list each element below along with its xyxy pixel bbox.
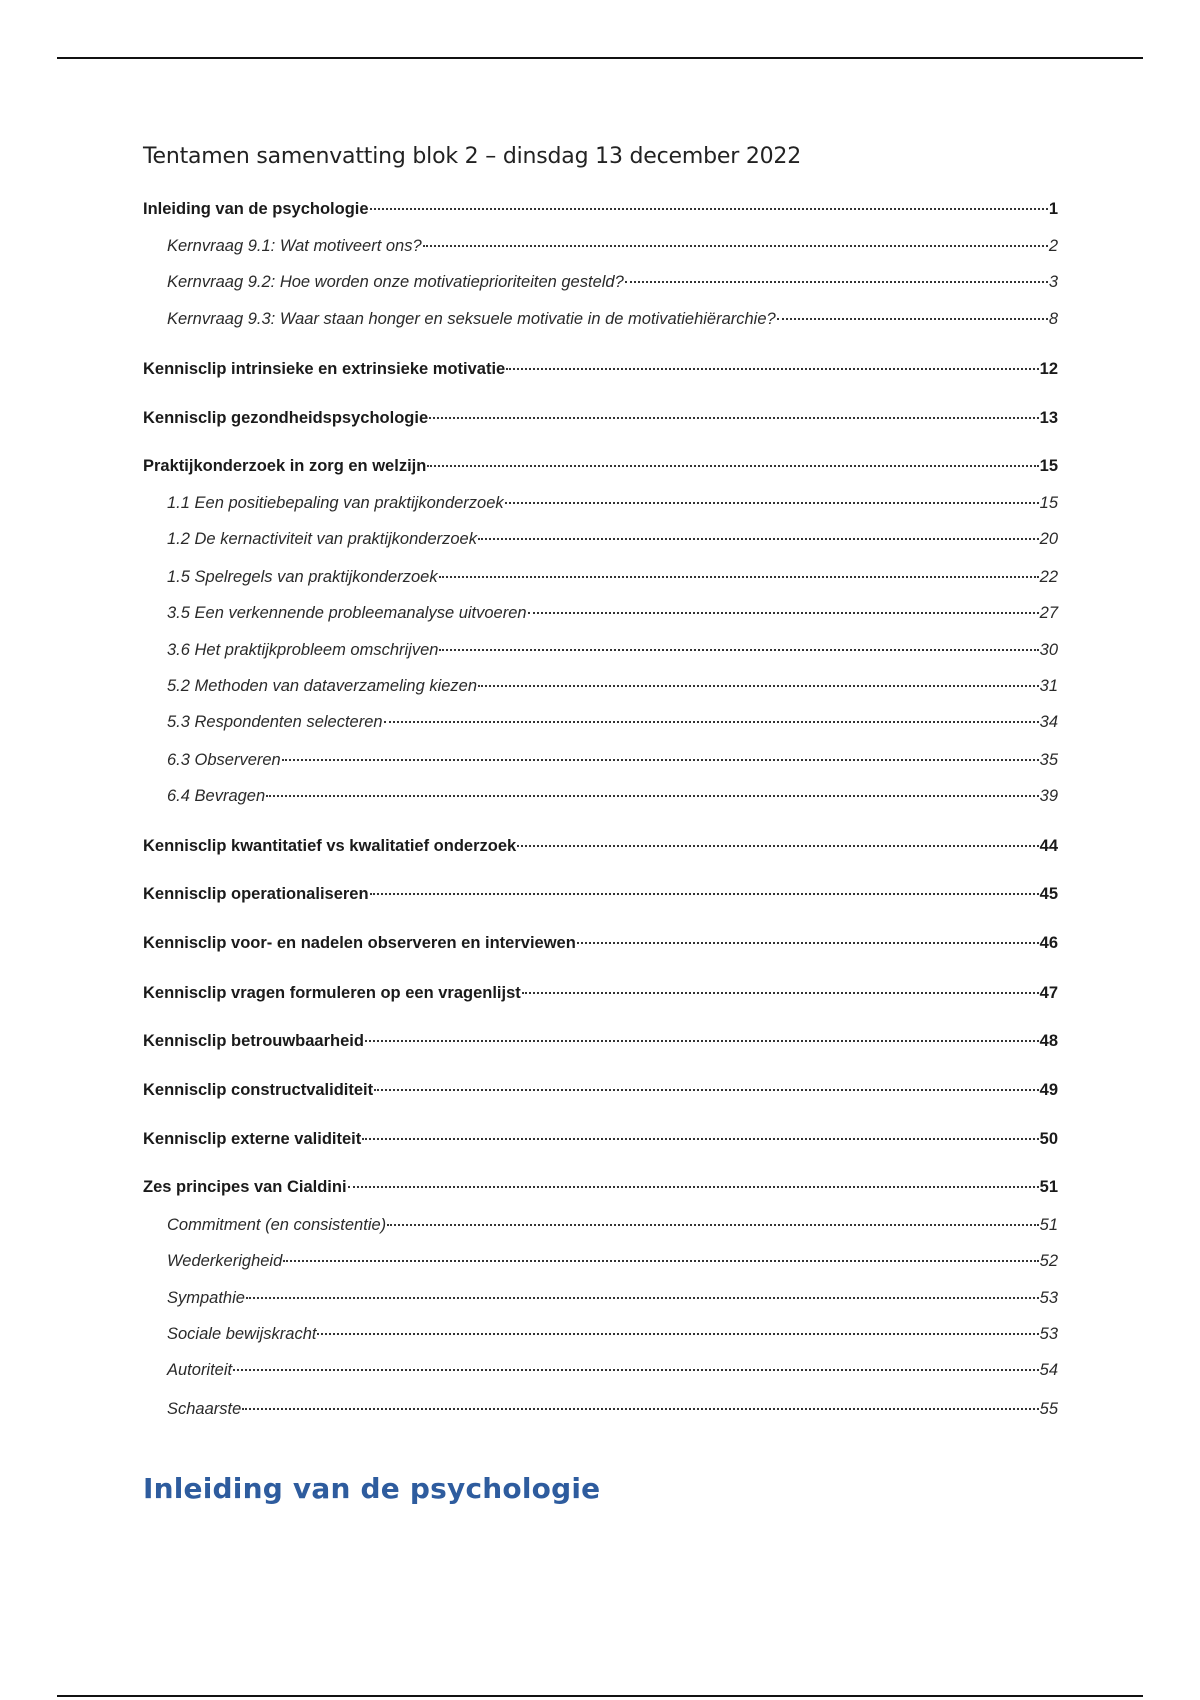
page-bottom-rule (57, 1695, 1143, 1697)
toc-entry-page: 49 (1039, 1081, 1058, 1099)
toc-entry-label: Kernvraag 9.1: Wat motiveert ons? (167, 237, 422, 255)
toc-entry-label: Schaarste (167, 1400, 242, 1418)
toc-entry-label: Autoriteit (167, 1361, 233, 1379)
toc-entry[interactable] (143, 358, 1058, 380)
toc-dot-leader (370, 893, 1039, 895)
toc-dot-leader (384, 721, 1039, 723)
toc-dot-leader (505, 502, 1039, 504)
toc-entry-label: 1.2 De kernactiviteit van praktijkonderzoek (167, 530, 477, 548)
toc-dot-leader (427, 465, 1038, 467)
toc-entry-label: Kennisclip gezondheidspsychologie (143, 409, 429, 427)
toc-dot-leader (266, 795, 1038, 797)
document-title: Tentamen samenvatting blok 2 – dinsdag 13 december 2022 (143, 144, 802, 169)
toc-entry[interactable] (167, 1323, 1058, 1345)
section-heading: Inleiding van de psychologie (143, 1472, 601, 1505)
toc-entry[interactable] (143, 1030, 1058, 1052)
toc-entry-label: Sympathie (167, 1289, 245, 1307)
toc-entry-label: 1.5 Spelregels van praktijkonderzoek (167, 568, 438, 586)
toc-entry-page: 8 (1048, 310, 1058, 328)
toc-entry-label: Kennisclip externe validiteit (143, 1130, 362, 1148)
toc-entry[interactable] (167, 1359, 1058, 1381)
toc-dot-leader (374, 1089, 1039, 1091)
toc-entry-page: 55 (1039, 1400, 1058, 1418)
toc-entry[interactable] (143, 455, 1058, 477)
toc-entry-page: 22 (1039, 568, 1058, 586)
toc-entry[interactable] (167, 675, 1058, 697)
toc-dot-leader (348, 1186, 1039, 1188)
toc-entry-label: Kennisclip constructvaliditeit (143, 1081, 374, 1099)
toc-entry[interactable] (143, 835, 1058, 857)
toc-entry-page: 3 (1048, 273, 1058, 291)
toc-entry-page: 35 (1039, 751, 1058, 769)
toc-entry-page: 46 (1039, 934, 1058, 952)
toc-dot-leader (777, 318, 1048, 320)
toc-entry-page: 15 (1039, 457, 1058, 475)
toc-entry[interactable] (167, 492, 1058, 514)
toc-entry-page: 27 (1039, 604, 1058, 622)
toc-dot-leader (365, 1040, 1039, 1042)
toc-entry-label: 3.6 Het praktijkprobleem omschrijven (167, 641, 439, 659)
toc-entry-page: 44 (1039, 837, 1058, 855)
toc-entry[interactable] (143, 1128, 1058, 1150)
toc-dot-leader (283, 1260, 1038, 1262)
toc-entry[interactable] (143, 883, 1058, 905)
toc-dot-leader (506, 368, 1038, 370)
toc-dot-leader (439, 649, 1038, 651)
toc-dot-leader (478, 538, 1039, 540)
toc-entry-label: Kernvraag 9.2: Hoe worden onze motivatieprioriteiten gesteld? (167, 273, 624, 291)
toc-dot-leader (370, 208, 1048, 210)
toc-dot-leader (517, 845, 1038, 847)
toc-entry-label: 5.2 Methoden van dataverzameling kiezen (167, 677, 478, 695)
toc-entry-label: Zes principes van Cialdini (143, 1178, 347, 1196)
toc-entry-page: 53 (1039, 1289, 1058, 1307)
toc-entry-label: Kennisclip voor- en nadelen observeren en interviewen (143, 934, 576, 952)
toc-entry-page: 15 (1039, 494, 1058, 512)
toc-entry-label: Kennisclip betrouwbaarheid (143, 1032, 364, 1050)
toc-entry-label: 6.4 Bevragen (167, 787, 266, 805)
table-of-contents (143, 0, 1058, 1700)
toc-dot-leader (423, 245, 1048, 247)
toc-dot-leader (625, 281, 1048, 283)
toc-entry-label: 6.3 Observeren (167, 751, 281, 769)
toc-dot-leader (478, 685, 1039, 687)
toc-entry[interactable] (167, 235, 1058, 257)
toc-entry-label: Commitment (en consistentie) (167, 1216, 387, 1234)
toc-dot-leader (362, 1138, 1038, 1140)
toc-entry[interactable] (167, 1287, 1058, 1309)
toc-dot-leader (522, 992, 1039, 994)
toc-entry[interactable] (167, 639, 1058, 661)
toc-entry[interactable] (143, 982, 1058, 1004)
toc-dot-leader (577, 942, 1039, 944)
toc-entry-page: 31 (1039, 677, 1058, 695)
toc-entry-page: 47 (1039, 984, 1058, 1002)
toc-dot-leader (242, 1408, 1038, 1410)
toc-dot-leader (528, 612, 1039, 614)
toc-entry-page: 34 (1039, 713, 1058, 731)
toc-entry-label: Praktijkonderzoek in zorg en welzijn (143, 457, 427, 475)
toc-entry-page: 52 (1039, 1252, 1058, 1270)
toc-entry[interactable] (167, 271, 1058, 293)
toc-entry[interactable] (143, 932, 1058, 954)
toc-entry-label: Sociale bewijskracht (167, 1325, 317, 1343)
toc-entry[interactable] (167, 1214, 1058, 1236)
toc-entry[interactable] (143, 1176, 1058, 1198)
toc-entry-page: 45 (1039, 885, 1058, 903)
toc-entry-page: 51 (1039, 1178, 1058, 1196)
toc-dot-leader (246, 1297, 1039, 1299)
toc-entry[interactable] (167, 528, 1058, 550)
toc-entry[interactable] (143, 407, 1058, 429)
toc-entry-page: 48 (1039, 1032, 1058, 1050)
toc-entry-page: 39 (1039, 787, 1058, 805)
toc-entry-page: 13 (1039, 409, 1058, 427)
toc-entry-label: Kennisclip kwantitatief vs kwalitatief onderzoek (143, 837, 517, 855)
toc-entry-page: 20 (1039, 530, 1058, 548)
toc-entry-label: Inleiding van de psychologie (143, 200, 369, 218)
toc-entry[interactable] (143, 198, 1058, 220)
toc-entry-page: 54 (1039, 1361, 1058, 1379)
toc-dot-leader (317, 1333, 1038, 1335)
toc-dot-leader (387, 1224, 1038, 1226)
toc-dot-leader (233, 1369, 1039, 1371)
toc-dot-leader (282, 759, 1039, 761)
toc-entry-label: 1.1 Een positiebepaling van praktijkonderzoek (167, 494, 504, 512)
toc-entry-page: 1 (1048, 200, 1058, 218)
toc-entry[interactable] (167, 602, 1058, 624)
toc-entry-label: Wederkerigheid (167, 1252, 283, 1270)
toc-entry-label: Kennisclip intrinsieke en extrinsieke motivatie (143, 360, 506, 378)
toc-entry-page: 50 (1039, 1130, 1058, 1148)
toc-entry-page: 12 (1039, 360, 1058, 378)
toc-entry-label: Kernvraag 9.3: Waar staan honger en seksuele motivatie in de motivatiehiërarchie? (167, 310, 776, 328)
toc-entry[interactable] (167, 785, 1058, 807)
toc-entry-label: Kennisclip vragen formuleren op een vragenlijst (143, 984, 521, 1002)
toc-entry-page: 2 (1048, 237, 1058, 255)
toc-entry-label: 3.5 Een verkennende probleemanalyse uitvoeren (167, 604, 527, 622)
toc-entry[interactable] (167, 711, 1058, 733)
toc-entry[interactable] (167, 749, 1058, 771)
toc-entry-page: 53 (1039, 1325, 1058, 1343)
toc-entry-label: 5.3 Respondenten selecteren (167, 713, 383, 731)
toc-entry[interactable] (167, 1398, 1058, 1420)
toc-entry[interactable] (167, 1250, 1058, 1272)
toc-entry-page: 51 (1039, 1216, 1058, 1234)
toc-dot-leader (439, 576, 1039, 578)
toc-entry[interactable] (167, 308, 1058, 330)
toc-entry[interactable] (143, 1079, 1058, 1101)
toc-entry-page: 30 (1039, 641, 1058, 659)
toc-dot-leader (429, 417, 1039, 419)
toc-entry[interactable] (167, 566, 1058, 588)
toc-entry-label: Kennisclip operationaliseren (143, 885, 369, 903)
